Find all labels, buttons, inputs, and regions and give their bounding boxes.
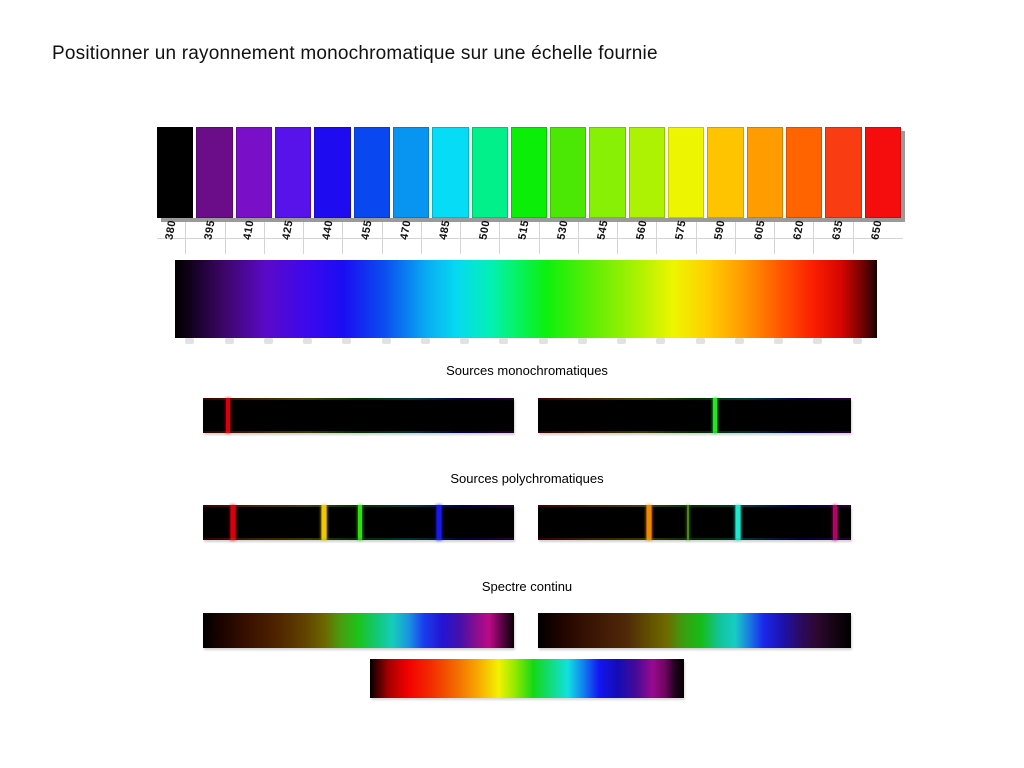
wavelength-label-455: 455	[359, 219, 375, 241]
spectrum-tick	[225, 338, 234, 344]
page-title: Positionner un rayonnement monochromatique sur une échelle fournie	[52, 43, 658, 64]
bright-continuous-spectrum-bar	[370, 659, 684, 698]
wavelength-label-545: 545	[594, 219, 611, 241]
spectrum-tick	[813, 338, 822, 344]
continuous-spectrum-scale	[175, 260, 877, 338]
axis-gridline-vertical	[813, 222, 814, 254]
spectrum-tick	[342, 338, 351, 344]
spectrum-tick	[696, 338, 705, 344]
spectrum-tick	[578, 338, 587, 344]
spectrum-tick	[460, 338, 469, 344]
wavelength-swatch-425	[275, 127, 311, 218]
axis-gridline-vertical	[185, 222, 186, 254]
spectral-line	[322, 505, 327, 540]
wavelength-label-605: 605	[751, 219, 768, 241]
wavelength-label-485: 485	[437, 219, 454, 241]
monochromatic-source-bar-right	[538, 398, 851, 433]
wavelength-swatch-395	[196, 127, 232, 218]
axis-gridline-vertical	[696, 222, 697, 254]
spectral-line	[437, 505, 442, 540]
spectral-line	[358, 505, 362, 540]
axis-gridline-vertical	[735, 222, 736, 254]
axis-gridline-vertical	[460, 222, 461, 254]
spectrum-tick	[421, 338, 430, 344]
wavelength-swatch-380	[157, 127, 193, 218]
spectral-line	[226, 398, 230, 433]
spectrum-tick-marks	[175, 338, 877, 345]
wavelength-swatch-500	[472, 127, 508, 218]
spectral-line	[230, 505, 235, 540]
wavelength-label-635: 635	[830, 219, 846, 241]
wavelength-label-620: 620	[791, 219, 807, 241]
spectrum-tick	[185, 338, 194, 344]
wavelength-swatch-470	[393, 127, 429, 218]
wavelength-swatch-590	[707, 127, 743, 218]
spectrum-tick	[853, 338, 862, 344]
spectral-line	[713, 398, 717, 433]
spectrum-tick	[382, 338, 391, 344]
spectrum-tick	[617, 338, 626, 344]
polychromatic-source-bar-right	[538, 505, 851, 540]
wavelength-label-560: 560	[634, 219, 650, 241]
wavelength-label-500: 500	[477, 219, 493, 241]
polychromatic-source-bar-left	[203, 505, 514, 540]
spectral-line	[833, 505, 837, 540]
continuous-source-bar-left	[203, 613, 514, 648]
wavelength-label-395: 395	[202, 219, 218, 241]
spectrum-tick	[774, 338, 783, 344]
wavelength-swatch-530	[550, 127, 586, 218]
axis-gridline-vertical	[774, 222, 775, 254]
section-heading-polychromatic: Sources polychromatiques	[450, 471, 604, 486]
spectral-line	[736, 505, 741, 540]
wavelength-swatch-485	[432, 127, 468, 218]
axis-gridline-vertical	[421, 222, 422, 254]
wavelength-label-530: 530	[555, 219, 571, 241]
axis-gridline-vertical	[382, 222, 383, 254]
wavelength-label-515: 515	[516, 219, 532, 241]
wavelength-swatch-545	[589, 127, 625, 218]
wavelength-swatch-560	[629, 127, 665, 218]
wavelength-swatch-605	[747, 127, 783, 218]
axis-gridline-vertical	[264, 222, 265, 254]
axis-gridline-vertical	[342, 222, 343, 254]
spectrum-tick	[539, 338, 548, 344]
wavelength-axis	[157, 219, 903, 256]
wavelength-swatch-650	[865, 127, 901, 218]
wavelength-swatch-620	[786, 127, 822, 218]
wavelength-swatch-635	[825, 127, 861, 218]
spectrum-tick	[735, 338, 744, 344]
spectrum-tick	[303, 338, 312, 344]
wavelength-label-425: 425	[280, 219, 297, 241]
axis-gridline-vertical	[499, 222, 500, 254]
axis-gridline-vertical	[656, 222, 657, 254]
spectral-line	[647, 505, 652, 540]
monochromatic-source-bar-left	[203, 398, 514, 433]
axis-gridline-vertical	[539, 222, 540, 254]
section-heading-continuous: Spectre continu	[481, 579, 573, 594]
axis-gridline-vertical	[853, 222, 854, 254]
wavelength-label-590: 590	[712, 219, 728, 241]
section-heading-monochromatic: Sources monochromatiques	[446, 363, 608, 378]
axis-gridline-vertical	[617, 222, 618, 254]
wavelength-swatch-575	[668, 127, 704, 218]
wavelength-label-410: 410	[241, 219, 257, 241]
wavelength-swatch-455	[354, 127, 390, 218]
continuous-source-bar-right	[538, 613, 851, 648]
wavelength-swatch-scale	[157, 127, 901, 218]
spectrum-tick	[499, 338, 508, 344]
wavelength-label-380: 380	[163, 219, 179, 241]
wavelength-label-440: 440	[320, 219, 336, 241]
axis-gridline-vertical	[303, 222, 304, 254]
wavelength-swatch-410	[236, 127, 272, 218]
wavelength-label-575: 575	[673, 219, 689, 241]
wavelength-label-470: 470	[398, 219, 414, 241]
wavelength-swatch-515	[511, 127, 547, 218]
spectrum-tick	[656, 338, 665, 344]
axis-gridline-vertical	[578, 222, 579, 254]
wavelength-label-650: 650	[869, 219, 885, 241]
spectral-line	[687, 505, 689, 540]
spectrum-tick	[264, 338, 273, 344]
axis-gridline-vertical	[225, 222, 226, 254]
wavelength-swatch-440	[314, 127, 350, 218]
